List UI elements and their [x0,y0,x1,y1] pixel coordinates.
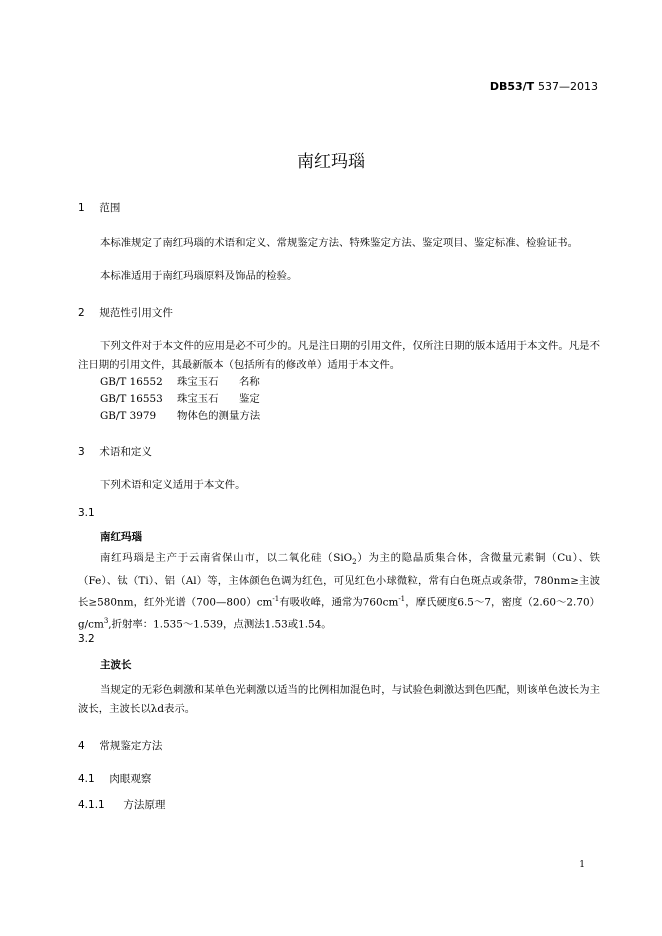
section-1-heading [78,200,120,215]
section-number: 2 [78,307,85,319]
section-title: 范围 [99,202,121,214]
clause-title: 肉眼观察 [109,773,152,785]
definition-text: 有吸收峰，通常为760cm [279,596,399,609]
clause-3-2-number: 3.2 [78,633,95,645]
section-number: 4 [78,740,85,752]
section-4-heading [78,738,162,753]
superscript: -1 [398,595,406,604]
section-number: 1 [78,202,85,214]
standard-code [490,80,598,93]
section-2-heading [78,305,173,320]
section-title: 术语和定义 [99,446,152,458]
section-title: 规范性引用文件 [99,307,173,319]
clause-3-2-definition: 当规定的无彩色刺激和某单色光刺激以适当的比例相加混色时，与试验色刺激达到色匹配，则该单色波长为主波长，主波长以λd表示。 [78,684,600,715]
definition-text: 南红玛瑙是主产于云南省保山市，以二氧化硅（SiO [100,552,353,564]
clause-3-1-definition [78,549,600,634]
definition-text: ，摩氏硬度6.5～7，密度（2.60～2.70）g/cm [78,596,600,631]
definition-text: ）为主的隐晶质集合体，含微量元素铜（Cu）、铁（Fe）、钛（Ti）、铝（Al）等，主体颜色色调为红色，可见红色小球微粒，常有白色斑点或条带，780nm≥主波长≥580nm，红外光谱（700—800）cm [78,552,600,609]
reference-code: GB/T 16552 [100,376,163,388]
reference-item [100,390,260,408]
section-1-paragraph-1: 本标准规定了南红玛瑙的术语和定义、常规鉴定方法、特殊鉴定方法、鉴定项目、鉴定标准、检验证书。 [100,237,578,249]
section-2-paragraph-1: 下列文件对于本文件的应用是必不可少的。凡是注日期的引用文件，仅所注日期的版本适用于本文件。凡是不注日期的引用文件，其最新版本（包括所有的修改单）适用于本文件。 [78,340,600,371]
section-1-paragraph-2: 本标准适用于南红玛瑙原料及饰品的检验。 [100,270,298,282]
clause-number: 4.1.1 [78,799,105,811]
standard-code-prefix: DB53/T [489,80,535,93]
clause-3-2-term: 主波长 [100,659,132,671]
section-title: 常规鉴定方法 [99,740,163,752]
clause-number: 4.1 [78,773,95,785]
section-3-paragraph-1: 下列术语和定义适用于本文件。 [100,479,246,491]
document-title: 南红玛瑙 [297,152,365,172]
superscript: 3 [103,617,109,626]
clause-4-1-heading [78,771,151,786]
reference-item [100,373,260,391]
definition-text: ,折射率：1.535～1.539，点测法1.53或1.54。 [108,618,332,631]
reference-code: GB/T 3979 [100,410,157,422]
reference-code: GB/T 16553 [100,393,163,405]
reference-part: 鉴定 [239,393,260,405]
section-number: 3 [78,446,85,458]
superscript: -1 [272,595,280,604]
reference-name: 物体色的测量方法 [177,410,261,422]
standard-code-year: 537—2013 [538,80,598,93]
reference-part: 名称 [239,376,260,388]
reference-name: 珠宝玉石 [177,376,219,388]
page-number: 1 [579,860,585,870]
clause-title: 方法原理 [123,799,166,811]
section-3-heading [78,444,152,459]
reference-name: 珠宝玉石 [177,393,219,405]
clause-3-1-number: 3.1 [78,507,95,519]
reference-item [100,407,260,425]
subscript: 2 [352,558,357,567]
clause-3-1-term: 南红玛瑙 [100,531,142,543]
clause-4-1-1-heading [78,797,165,812]
